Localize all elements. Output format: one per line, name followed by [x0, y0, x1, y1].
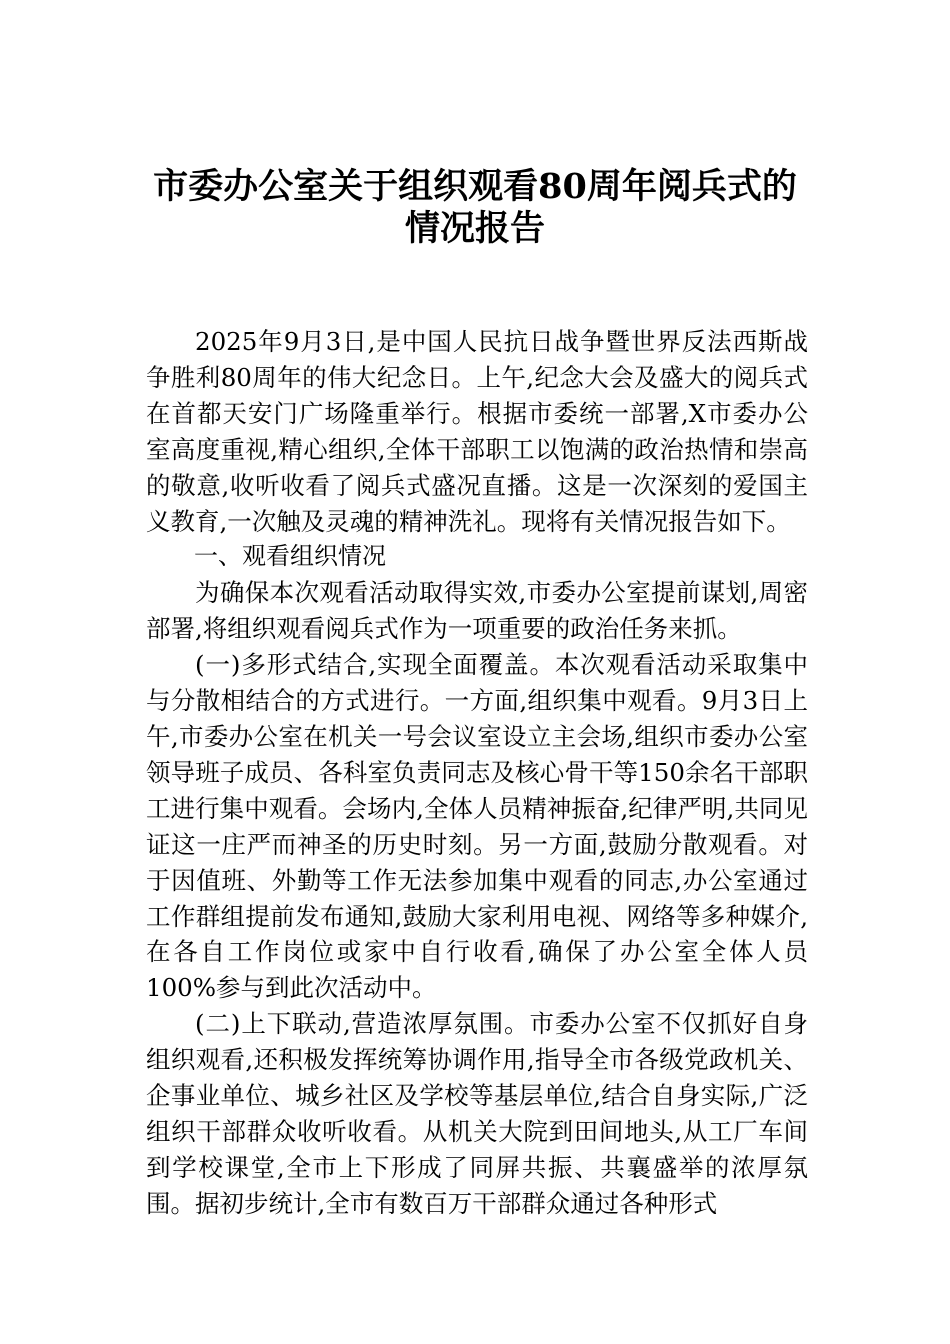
subsection-1-heading: (一)多形式结合,实现全面覆盖。 [195, 650, 555, 680]
subsection-1-text: 本次观看活动采取集中与分散相结合的方式进行。一方面,组织集中观看。9月3日上午,市委办公室在机关一号会议室设立主会场,组织市委办公室领导班子成员、各科室负责同志及核心骨干等150余名干部职工进行集中观看。会场内,全体人员精神振奋,纪律严明,共同见证这一庄严而神圣的历史时刻。另一方面,鼓励分散观看。对于因值班、外勤等工作无法参加集中观看的同志,办公室通过工作群组提前发布通知,鼓励大家利用电视、网络等多种媒介,在各自工作岗位或家中自行收看,确保了办公室全体人员100%参与到此次活动中。 [146, 650, 809, 1003]
document-body [146, 324, 808, 1222]
section-1-intro-paragraph: 为确保本次观看活动取得实效,市委办公室提前谋划,周密部署,将组织观看阅兵式作为一项重要的政治任务来抓。 [146, 578, 808, 644]
subsection-2-paragraph [146, 1006, 808, 1221]
document-title-line-2: 情况报告 [404, 208, 545, 249]
intro-paragraph: 2025年9月3日,是中国人民抗日战争暨世界反法西斯战争胜利80周年的伟大纪念日。上午,纪念大会及盛大的阅兵式在首都天安门广场隆重举行。根据市委统一部署,X市委办公室高度重视,精心组织,全体干部职工以饱满的政治热情和崇高的敬意,收听收看了阅兵式盛况直播。这是一次深刻的爱国主义教育,一次触及灵魂的精神洗礼。现将有关情况报告如下。 [146, 327, 808, 536]
subsection-1-paragraph [146, 647, 808, 1006]
subsection-2-text: 市委办公室不仅抓好自身组织观看,还积极发挥统筹协调作用,指导全市各级党政机关、企事业单位、城乡社区及学校等基层单位,结合自身实际,广泛组织干部群众收听收看。从机关大院到田间地头,从工厂车间到学校课堂,全市上下形成了同屏共振、共襄盛举的浓厚氛围。据初步统计,全市有数百万干部群众通过各种形式 [146, 1009, 809, 1218]
document-title-line-1: 市委办公室关于组织观看80周年阅兵式的 [153, 166, 797, 207]
section-heading-1: 一、观看组织情况 [194, 542, 386, 571]
subsection-2-heading: (二)上下联动,营造浓厚氛围。 [195, 1009, 530, 1039]
